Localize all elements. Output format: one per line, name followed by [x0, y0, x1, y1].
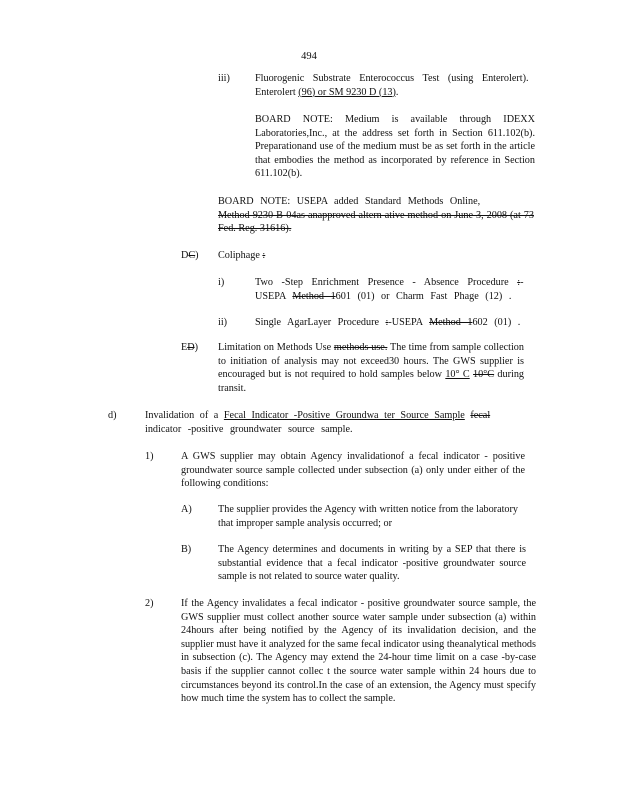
item-D-i-text [255, 276, 530, 303]
item-D-i-line2 [255, 290, 530, 304]
item-1-text: A GWS supplier may obtain Agency invalidationof a fecal indicator - positive groundwater source sample collected under subsection (a) only under either of the following conditions: [181, 451, 525, 490]
item-E-struck: methods use. [333, 342, 388, 353]
item-iii-text [255, 72, 533, 99]
item-D-label-old: C [188, 250, 196, 261]
item-D-struck: : [262, 250, 266, 261]
item-D-label [181, 249, 199, 263]
board-note-medium: BOARD NOTE: Medium is available through IDEXX Laboratories,Inc., at the address set forth in Section 611.102(b). Preparationand use of the medium must be as set forth in the article that embodies the method as incorporated by reference in Section 611.102(b). [255, 114, 535, 180]
item-d-line2: indicator -positive groundwater source sample. [145, 423, 353, 435]
item-1-label: 1) [145, 451, 154, 462]
item-D-ii-post: 602 (01) . [472, 317, 521, 328]
item-E-label [181, 341, 198, 355]
item-1B-text: The Agency determines and documents in writing by a SEP that there is substantial evidence that a fecal indicator -positive groundwater source sample is not related to source water quality. [218, 544, 526, 583]
board-note-usepa [218, 195, 534, 236]
item-D-i-line1 [255, 276, 530, 290]
item-D-i-line1-text: Two -Step Enrichment Presence - Absence Procedure [255, 277, 509, 288]
item-D-ii-mid: -USEPA [388, 317, 423, 328]
item-D-title: Coliphage [218, 250, 260, 261]
item-E-label-close: ) [194, 342, 198, 353]
item-1B-label: B) [181, 544, 192, 555]
item-1A-label: A) [181, 504, 192, 515]
item-2-label: 2) [145, 598, 154, 609]
item-D-ii-struck2: Method 1 [429, 317, 473, 328]
item-D-i-line1-struck: : [517, 277, 521, 288]
item-1A-text: The supplier provides the Agency with written notice from the laboratory that improper sample analysis occurred; or [218, 504, 518, 529]
item-d-underlined: Fecal Indicator -Positive Groundwa ter Source Sample [223, 410, 465, 421]
item-D-i-line2-pre: USEPA [255, 290, 286, 302]
item-D-text [218, 249, 265, 263]
item-E-label-new: E [181, 342, 188, 353]
item-E-post: The time from sample collection to initiation of analysis may not exceed30 hours. The GWS supplier is encouraged but is not required to hold samples below [218, 342, 524, 381]
item-E-temperature: 10° C [445, 369, 470, 381]
item-iii-line1: Fluorogenic Substrate Enterococcus Test (using Enterolert). [255, 73, 529, 84]
item-d-text [145, 409, 545, 436]
item-E-pre: Limitation on Methods Use [218, 342, 332, 353]
item-iii-label: iii) [218, 73, 230, 84]
item-d-label: d) [108, 410, 117, 421]
item-D-i-label: i) [218, 277, 225, 288]
board-note-usepa-struck: Method 9230 B-04as anapproved altern ative method on June 3, 2008 (at 73 Fed. Reg. 31616). [218, 209, 534, 235]
item-d-pre: Invalidation of a [145, 410, 219, 421]
item-D-i-line1-end: - [520, 277, 524, 288]
item-iii-line2 [255, 86, 533, 100]
item-D-i-line2-struck: Method 1 [292, 290, 336, 302]
item-D-label-close: ) [195, 250, 199, 261]
item-E-text [218, 341, 524, 395]
item-D-ii-label: ii) [218, 317, 228, 328]
item-iii-line2-pre: Enterolert [255, 86, 299, 98]
item-D-label-new: D [181, 250, 189, 261]
page-number: 494 [301, 51, 317, 62]
item-d-struck: fecal [470, 410, 491, 421]
board-note-usepa-line1: BOARD NOTE: USEPA added Standard Methods Online, [218, 196, 481, 207]
item-E-label-old: D [187, 342, 195, 353]
item-iii-reference: (96) or SM 9230 D (13) [298, 86, 396, 98]
item-E-end: during transit. [218, 369, 525, 394]
item-D-ii-text [255, 316, 545, 330]
item-iii-line2-post: . [395, 86, 399, 98]
item-D-ii-struck1: : [385, 317, 389, 328]
item-E-struck2: 10°C [473, 369, 495, 381]
item-2-text: If the Agency invalidates a fecal indicator - positive groundwater source sample, the GWS supplier must collect another source water sample under subsection (a) within 24hours after being notified by the Agency of its invalidation decision, and the supplier must have it analyzed for the same fecal indicator using theanalytical methods in subsection (c). The Agency may extend the 24-hour time limit on a case -by-case basis if the supplier cannot collec t the source water sample within 24 hours due to circumstances beyond its control.In the case of an extension, the Agency must specify how much time the system has to collect the sample. [181, 598, 536, 705]
item-D-i-line2-post: 601 (01) or Charm Fast Phage (12) . [335, 290, 512, 302]
item-d-line1 [145, 409, 545, 423]
item-D-ii-pre: Single AgarLayer Procedure [255, 317, 379, 328]
